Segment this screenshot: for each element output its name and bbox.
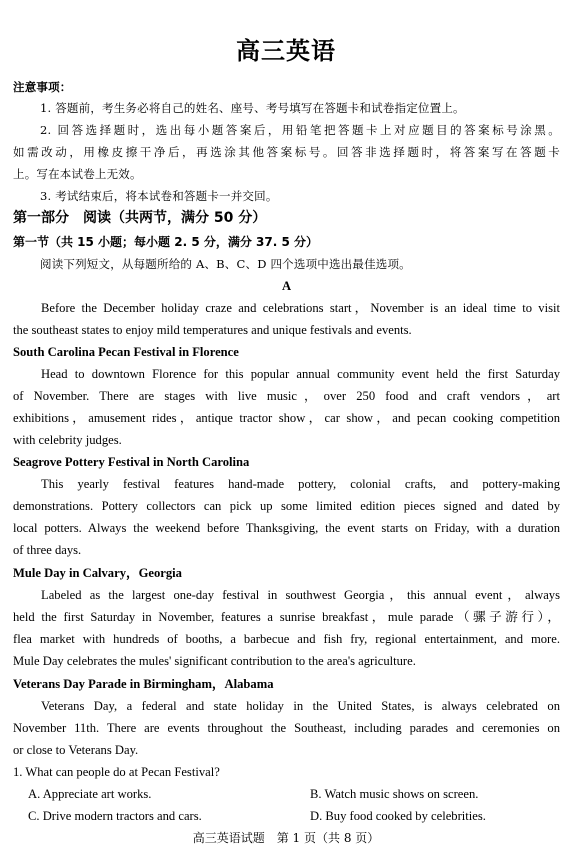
section-heading-pottery: Seagrove Pottery Festival in North Carolina — [13, 455, 250, 469]
question-1-option-c: C. Drive modern tractors and cars. — [28, 809, 202, 823]
mule-line-2: held the first Saturday in November, features a sunrise breakfast，mule parade（骡子游行）， — [13, 610, 560, 624]
section-1-heading: 第一节（共 15 小题；每小题 2. 5 分，满分 37. 5 分） — [13, 235, 318, 249]
intro-line-2: the southeast states to enjoy mild temperatures and unique festivals and events. — [13, 323, 412, 337]
question-1-option-a: A. Appreciate art works. — [28, 787, 152, 801]
instruction-text: 阅读下列短文，从每题所给的 A、B、C、D 四个选项中选出最佳选项。 — [40, 257, 411, 271]
page-footer: 高三英语试题 第 1 页（共 8 页） — [192, 831, 380, 845]
part-1-heading: 第一部分 阅读（共两节，满分 50 分） — [13, 210, 267, 226]
notice-item-1: 1. 答题前，考生务必将自己的姓名、座号、考号填写在答题卡和试卷指定位置上。 — [40, 101, 465, 115]
mule-line-3: flea market with hundreds of booths, a barbecue and fish fry, regional entertainment, and more. — [13, 632, 560, 646]
question-1-stem: 1. What can people do at Pecan Festival? — [13, 765, 220, 779]
notice-item-2-line-1: 2. 回答选择题时，选出每小题答案后，用铅笔把答题卡上对应题目的答案标号涂黑。 — [40, 123, 560, 137]
notice-heading: 注意事项： — [13, 80, 72, 94]
pecan-line-3: exhibitions，amusement rides，antique tractor show，car show，and pecan cooking competition — [13, 411, 560, 425]
notice-item-3: 3. 考试结束后，将本试卷和答题卡一并交回。 — [40, 189, 278, 203]
section-heading-veterans-day: Veterans Day Parade in Birmingham，Alabama — [13, 677, 274, 691]
page-title: 高三英语 — [236, 37, 336, 65]
notice-item-2-line-3: 上。写在本试卷上无效。 — [13, 167, 142, 181]
mule-line-1: Labeled as the largest one-day festival in southwest Georgia，this annual event，always — [41, 588, 560, 602]
section-heading-pecan: South Carolina Pecan Festival in Florence — [13, 345, 239, 359]
notice-item-2-line-2: 如需改动，用橡皮擦干净后，再选涂其他答案标号。回答非选择题时，将答案写在答题卡 — [13, 145, 560, 159]
veterans-line-3: or close to Veterans Day. — [13, 743, 139, 757]
pottery-line-4: of three days. — [13, 543, 82, 557]
veterans-line-2: November 11th. There are events throughout the Southeast, including parades and ceremonies on — [13, 721, 560, 735]
veterans-line-1: Veterans Day, a federal and state holiday in the United States, is always celebrated on — [41, 699, 560, 713]
mule-line-4: Mule Day celebrates the mules' significant contribution to the area's agriculture. — [13, 654, 416, 668]
question-1-option-d: D. Buy food cooked by celebrities. — [310, 809, 486, 823]
intro-line-1: Before the December holiday craze and celebrations start，November is an ideal time to visit — [41, 301, 560, 315]
pecan-line-2: of November. There are stages with live music，over 250 food and craft vendors，art — [13, 389, 560, 403]
question-1-option-b: B. Watch music shows on screen. — [310, 787, 479, 801]
pecan-line-1: Head to downtown Florence for this popular annual community event held the first Saturday — [41, 367, 560, 381]
pecan-line-4: with celebrity judges. — [13, 433, 122, 447]
pottery-line-3: local potters. Always the weekend before Thanksgiving, the event starts on Friday, with a duration — [13, 521, 560, 535]
section-heading-mule-day: Mule Day in Calvary，Georgia — [13, 566, 182, 580]
pottery-line-1: This yearly festival features hand-made pottery, colonial crafts, and pottery-making — [41, 477, 560, 491]
passage-label: A — [281, 279, 292, 293]
pottery-line-2: demonstrations. Pottery collectors can pick up some limited edition pieces signed and dated by — [13, 499, 560, 513]
